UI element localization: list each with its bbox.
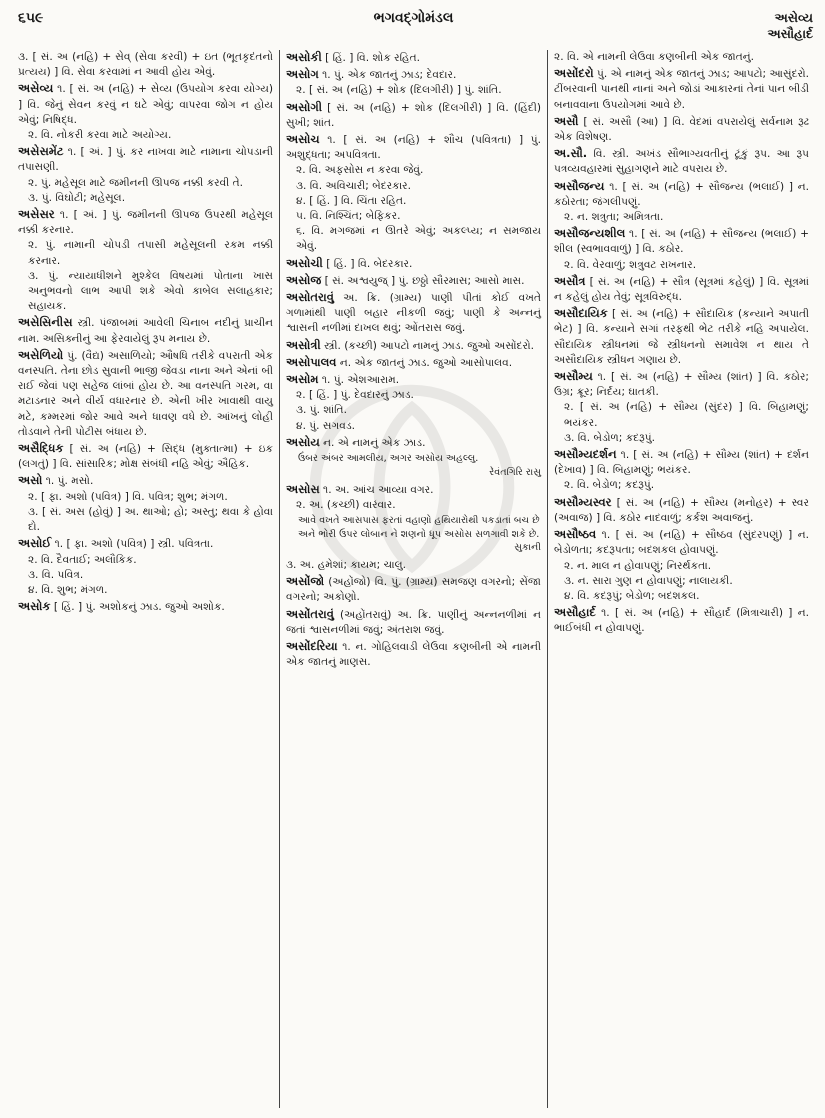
dictionary-entry — [18, 81, 273, 143]
entry-headword: અસોમ — [286, 372, 319, 387]
entry-headword: અસૌમ્યસ્વર — [554, 494, 612, 509]
entry-headword: અસોંદરિયા — [286, 639, 338, 653]
entry-definition: ૧. [ સં. અ (નહિ) + સૌમ્ય (શાંત) + દર્શન (દેખાવ) ] વિ. બિહામણું; ભયંકર. — [554, 449, 809, 477]
dictionary-entry — [554, 146, 809, 177]
entry-definition: ૪. પું. સગવડ. — [296, 419, 356, 432]
entry-definition: (અહોંતરાવું) અ. ક્રિ. પાણીનું અન્નનળીમાં ન જતાં શ્વાસનળીમાં જવું; અંતરાશ જવું. — [286, 608, 541, 636]
entry-definition: [ સં. અ (નહિ) + સૌમ્ય (મનોહર) + સ્વર (અવાજ) ] વિ. કઠોર નાદવાળું; કર્કશ અવાજનું. — [554, 496, 810, 524]
entry-headword: અસોપાલવ — [286, 354, 337, 369]
dictionary-entry — [18, 315, 273, 346]
entry-definition: ૧. [ ફા. અશો (પવિત્ર) ] સ્ત્રી. પવિત્રતા. — [54, 538, 214, 551]
entry-headword: અસેળિયો — [18, 347, 64, 362]
entry-headword: અસોય — [286, 434, 320, 449]
entry-definition: ૪. વિ. કદરૂપું; બેડોળ; બદશકલ. — [564, 589, 700, 602]
entry-headword: અસૈદ્ધિક — [18, 441, 64, 456]
entry-definition: ૩. ન. સારા ગુણ ન હોવાપણું; નાલાયકી. — [564, 574, 733, 587]
entry-definition: ૧. [ સં. અ (નહિ) + સૌજન્ય (ભલાઈ) ] ન. કઠોરતા; જંગલીપણું. — [554, 180, 810, 208]
entry-definition: સ્ત્રી. પંજાબમાં આવેલી ચિનાબ નદીનું પ્રાચીન નામ. અસિક્નીનું આ ફેરવાયેલું રૂપ મનાય છે. — [18, 317, 273, 345]
dictionary-entry — [554, 369, 809, 446]
entry-headword: અસૌત્ર — [554, 273, 586, 288]
entry-headword: અસોગી — [286, 99, 323, 114]
dictionary-entry — [18, 144, 273, 206]
entry-headword: અસેસિનીસ — [18, 315, 73, 330]
entry-definition: ૫. વિ. નિશ્ચિંત; બેફિકર. — [296, 210, 401, 223]
quotation-source: રેવંતગિરિ રાસુ — [489, 466, 541, 478]
entry-definition: ૧. [ અં. ] પું. જમીનની ઊપજ ઉપરથી મહેસૂલ નક્કી કરનાર. — [18, 209, 273, 237]
entry-definition: ૧. [ સં. અ (નહિ) + સૌમ્ય (શાંત) ] વિ. કઠોર; ઉગ્ર; ક્રૂર; નિર્દય; ઘાતકી. — [554, 371, 809, 399]
entry-headword: અસોતરાવું — [286, 290, 334, 305]
entry-quotation: આવે વખતે આસપાસ ફરતાં વહાણો હથિયારોથી પકડાતાં બચ છે અને ભોરી ઉપર લોબાન ને શણનો ધૂપ અસોસ સળગાવી શકે છે. સુકાની — [298, 515, 541, 554]
dictionary-entry — [18, 207, 273, 314]
entry-headword: અસોક — [18, 599, 51, 614]
entry-definition: વિ. સ્ત્રી. અખંડ સૌભાગ્યવતીનું ટૂંકું રૂપ. આ રૂપ પત્રવ્યવહારમાં સુહાગણને માટે વપરાય છે. — [554, 148, 809, 176]
entry-definition: ૨. [ સં. અ (નહિ) + સૌમ્ય (સુંદર) ] વિ. બિહામણું; ભયંકર. — [564, 401, 809, 429]
guide-word-first: અસેવ્ય — [774, 10, 813, 25]
entry-definition: [ સં. અસૌ (આ) ] વિ. વેદમાં વપરાયેલું સર્વનામ રૂઢ એક વિશેષણ. — [554, 115, 810, 144]
entry-headword: અસોચી — [286, 255, 323, 270]
entry-headword: અસેવ્ય — [18, 81, 54, 96]
entry-headword: અસેસર — [18, 207, 55, 222]
entry-definition: ૩. વિ. પવિત્ર. — [28, 568, 84, 581]
entry-definition: (અહોંજો) વિ. પું. (ગ્રામ્ય) સમજણ વગરનો; સેંજા વગરનો; અકોણો. — [286, 576, 541, 604]
dictionary-entry — [286, 482, 541, 513]
dictionary-entry — [18, 473, 273, 535]
dictionary-entry — [286, 256, 541, 272]
running-title: ભગવદ્ગોમંડલ — [373, 10, 454, 26]
entry-definition: ૩. વિ. બેડોળ; કદરૂપું. — [564, 431, 655, 444]
entry-headword: અસોંતરાવું — [286, 606, 334, 621]
dictionary-entry — [18, 348, 273, 440]
dictionary-entry — [554, 274, 809, 305]
entry-definition: ૧. પું. એશઆરામ. — [321, 374, 400, 387]
dictionary-entry — [286, 435, 541, 451]
column-1 — [12, 50, 279, 1108]
dictionary-entry — [554, 114, 809, 145]
entry-definition: ૩. પું. વિઘોટી; મહેસૂલ. — [28, 191, 126, 204]
column-3 — [547, 50, 815, 1108]
dictionary-entry — [286, 132, 541, 255]
entry-definition: ૧. [ સં. અ (નહિ) + સૌષ્ઠવ (સુંદરપણું) ] ન. બેડોળતા; કદરૂપતા; બદશકલ હોવાપણું. — [554, 529, 809, 557]
entry-definition: ન. એ નામનું એક ઝાડ. — [323, 436, 426, 449]
dictionary-entry — [286, 639, 541, 670]
entry-definition: ૨. વિ. દૈવતાઈ; અલૌકિક. — [28, 553, 137, 566]
entry-headword: અ.સૌ. — [554, 146, 588, 161]
dictionary-entry — [554, 447, 809, 494]
dictionary-entry — [286, 372, 541, 434]
entry-definition: ૨. વિ. નોકરી કરવા માટે અયોગ્ય. — [28, 129, 172, 142]
dictionary-entry — [286, 67, 541, 98]
entry-definition: ૩. [ સં. અસ (હોવું) ] અ. થાઓ; હો; અસ્તુ; થવા કે હોવા દો. — [28, 505, 273, 534]
entry-definition: ૨. ન. માલ ન હોવાપણું; નિરર્થકતા. — [564, 559, 712, 572]
entry-definition: ૧. [ સં. અ (નહિ) + સેવ્ય (ઉપયોગ કરવા યોગ્ય) ] વિ. જેનું સેવન કરવું ન ઘટે એવું; વાપરવા જોગ ન હોય એવું; નિષિદ્ધ. — [18, 83, 274, 126]
entry-definition: ૩. વિ. અવિચારી; બેદરકાર. — [296, 179, 412, 192]
entry-definition: ૨. [ હિં. ] પું. દેવદારનું ઝાડ. — [296, 389, 414, 402]
quotation-source: સુકાની — [514, 542, 541, 554]
entry-headword: અસેસમેંટ — [18, 144, 64, 159]
column-2 — [279, 50, 547, 1108]
entry-definition: સ્ત્રી. (કચ્છી) આપટો નામનું ઝાડ. જુઓ અસોંદરો. — [324, 339, 534, 352]
entry-definition: ૨. વિ. વેરવાળું; શત્રુવટ રાખનાર. — [564, 258, 697, 271]
entry-definition: ૨. [ ફા. અશો (પવિત્ર) ] વિ. પવિત્ર; શુભ; મંગળ. — [28, 490, 228, 503]
entry-definition: [ સં. અ (નહિ) + સૌદાયિક (કન્યાને અપાતી ભેટ) ] વિ. કન્યાને સગાં તરફથી ભેટ તરીકે નહિ અપાયેલ. સૌદાયિક સ્ત્રીધનમાં જે સ્ત્રીધનનો સમાવેશ ન થાય તે અસૌદાયિક સ્ત્રીધન ગણાય છે. — [554, 308, 809, 366]
entry-definition: ૧. [ સં. અ (નહિ) + સૌજન્ય (ભલાઈ) + શીલ (સ્વભાવવાળું) ] વિ. કઠોર. — [554, 228, 809, 256]
entry-headword: અસૌમ્યદર્શન — [554, 447, 617, 462]
entry-definition: ૨. પું. મહેસૂલ માટે જમીનની ઊપજ નક્કી કરવી તે. — [28, 176, 244, 189]
dictionary-entry — [554, 66, 809, 113]
dictionary-entry — [18, 441, 273, 472]
entry-definition: ૪. [ હિં. ] વિ. ચિંતા રહિત. — [296, 194, 407, 207]
entry-headword: અસૌષ્ઠવ — [554, 527, 597, 542]
entry-definition: ૧. ન. ગોહિલવાડી લેઉવા કણબીની એ નામની એક જાતનું માણસ. — [286, 641, 541, 669]
dictionary-entry — [286, 50, 541, 66]
entry-definition: ૨. વિ. અફસોસ ન કરવા જેવું. — [296, 164, 424, 177]
entry-definition: [ હિં. ] પું. અશોકનું ઝાડ. જુઓ અશોક. — [53, 601, 225, 614]
dictionary-columns — [12, 50, 815, 1108]
entry-definition: ૧. અ. આંચ આવ્યા વગર. — [323, 484, 434, 497]
dictionary-entry — [286, 355, 541, 371]
entry-headword: અસૌદાયિક — [554, 306, 608, 321]
entry-headword: અસોંજો — [286, 574, 325, 589]
dictionary-entry — [286, 100, 541, 131]
dictionary-entry — [554, 226, 809, 273]
dictionary-entry — [286, 338, 541, 354]
guide-word-last: અસૌહાર્દ — [767, 26, 813, 41]
entry-definition: ૨. અ. (કચ્છી) વારંવાર. — [296, 499, 396, 512]
entry-headword: અસૌ — [554, 113, 579, 128]
entry-definition: [ સં. અ (નહિ) + સિદ્ધ (મુક્તાત્મા) + ઇક (લગતું) ] વિ. સાંસારિક; મોક્ષ સંબંધી નહિ એવું; ઐહિક. — [18, 443, 273, 471]
dictionary-entry — [554, 527, 809, 604]
entry-definition: ૨. પું. નામાની ચોપડી તપાસી મહેસૂલની રકમ નક્કી કરનાર. — [28, 239, 273, 267]
entry-definition: ૨. [ સં. અ (નહિ) + શોક (દિલગીરી) ] પું. શાંતિ. — [296, 84, 502, 97]
entry-headword: અસૌજન્યશીલ — [554, 226, 626, 241]
entry-definition: પું. એ નામનું એક જાતનું ઝાડ; આપટો; આસુંદરો. ટીંબરવાની પાનથી નાનાં અને જોડાં આકારનાં તેનાં પાન બીડી બનાવવાના ઉપયોગમાં આવે છે. — [554, 68, 809, 111]
entry-definition: [ સં. અ (નહિ) + શોક (દિલગીરી) ] વિ. (હિંદી) સુખી; શાંત. — [286, 101, 541, 129]
entry-definition: ન. એક જાતનું ઝાડ. જુઓ આસોપાલવ. — [339, 356, 513, 369]
entry-headword: અસોંદરો — [554, 66, 594, 81]
dictionary-entry — [286, 574, 541, 605]
entry-headword: અસોગ — [286, 67, 319, 82]
entry-definition: ૬. વિ. મગજમાં ન ઊતરે એવું; અકલ્પ્ય; ન સમજાય એવું. — [296, 225, 541, 253]
entry-definition: [ હિં. ] વિ. બેદરકાર. — [326, 257, 413, 270]
dictionary-entry — [286, 558, 541, 573]
entry-headword: અસોઈ — [18, 536, 52, 551]
dictionary-entry — [18, 599, 273, 615]
entry-definition: ૨. ન. શત્રુતા; અમિત્રતા. — [564, 211, 664, 224]
dictionary-entry — [554, 495, 809, 526]
entry-headword: અસો — [18, 473, 43, 488]
entry-definition: ૧. પું. એક જાતનું ઝાડ; દેવદાર. — [322, 69, 457, 82]
page-header — [12, 8, 815, 50]
dictionary-entry — [554, 179, 809, 226]
entry-definition: [ હિં. ] વિ. શોક રહિત. — [325, 52, 420, 64]
entry-headword: અસૌહાર્દ — [554, 605, 596, 620]
dictionary-entry — [554, 50, 809, 65]
entry-headword: અસોસ — [286, 482, 320, 497]
guide-words — [768, 10, 813, 42]
entry-definition: ૩. પું. ન્યાયાધીશને મુશ્કેલ વિષયમાં પોતાના ખાસ અનુભવનો લાભ આપી શકે એવો કાબેલ સલાહકાર; સહાયક. — [28, 269, 273, 313]
entry-headword: અસોકી — [286, 50, 322, 64]
entry-headword: અસોજ — [286, 272, 322, 287]
page-number: ૬૫૯ — [18, 10, 44, 26]
entry-definition: ૨. વિ. બેડોળ; કદરૂપું. — [564, 479, 655, 492]
dictionary-entry — [18, 50, 273, 80]
entry-definition: ૧. પું. મસો. — [45, 475, 94, 488]
dictionary-entry — [554, 306, 809, 368]
entry-headword: અસૌમ્ય — [554, 369, 593, 384]
entry-definition: ૩. પું. શાંતિ. — [296, 404, 347, 417]
entry-definition: ૩. અ. હમેશાં; કાયમ; ચાલુ. — [286, 558, 407, 571]
entry-definition: ૨. વિ. એ નામની લેઉવા કણબીની એક જાતનું. — [554, 51, 755, 63]
entry-definition: ૧. [ સં. અ (નહિ) + સૌહાર્દ (મિત્રાચારી) ] ન. ભાઈબંધી ન હોવાપણું. — [554, 607, 809, 635]
entry-headword: અસૌજન્ય — [554, 178, 605, 193]
dictionary-entry — [554, 605, 809, 636]
entry-definition: ૧. [ અં. ] પું. કર નાખવા માટે નામાના ચોપડાની તપાસણી. — [18, 146, 273, 174]
dictionary-entry — [18, 536, 273, 598]
entry-definition: અ. ક્રિ. (ગ્રામ્ય) પાણી પીતાં કોઈ વખતે ગળામાંથી પાણી બહાર નીકળી જવું; પાણી કે અન્નનું શ્વાસની નળીમાં દાખલ થવું; ઓંતરાસ જવું. — [286, 292, 541, 335]
entry-headword: અસોચ — [286, 132, 320, 147]
entry-definition: [ સં. અ (નહિ) + સૌત્ર (સૂત્રમાં કહેલું) ] વિ. સૂત્રમાં ન કહેલું હોય તેવું; સૂત્રવિરુદ્ધ. — [554, 275, 809, 304]
dictionary-entry — [286, 290, 541, 337]
entry-definition: ૧. [ સં. અ (નહિ) + શૌચ (પવિત્રતા) ] પું. અશુદ્ધતા; અપવિત્રતા. — [286, 134, 541, 162]
entry-definition: ૩. [ સં. અ (નહિ) + સેવ્ (સેવા કરવી) + ઇત (ભૂતકૃદંતનો પ્રત્યય) ] વિ. સેવા કરવામાં ન આવી હોય એવું. — [18, 51, 273, 79]
entry-headword: અસોત્રી — [286, 337, 321, 352]
entry-quotation: ઉંબર અંબર આમલીય, અગર અસોય અહલ્લુ. રેવંતગિરિ રાસુ — [298, 453, 541, 478]
entry-definition: પું. (વૈદ્ય) અસાળિયો; ઔષધિ તરીકે વપરાતી એક વનસ્પતિ. તેના છોડ સુવાની ભાજી જેવડા નાના અને એનાં બી રાઈ જેવાં પણ સહેજ લાંબાં હોય છે. આ વનસ્પતિ ગરમ, વા મટાડનાર અને વીર્ય વધારનાર છે. એની ખીર ખાવાથી વાયુ મટે, કમ્મરમાં જોર આવે અને ધાવણ વધે છે. આંખનું લોહી તોડવાને તેની પોટીસ બંધાય છે. — [18, 349, 273, 438]
dictionary-entry — [286, 273, 541, 289]
entry-definition: ૪. વિ. શુભ; મંગળ. — [28, 583, 108, 596]
dictionary-entry — [286, 607, 541, 638]
entry-definition: [ સં. અશ્વયુજ્ ] પું. છઠ્ઠો સૌરમાસ; આસો માસ. — [324, 274, 525, 287]
